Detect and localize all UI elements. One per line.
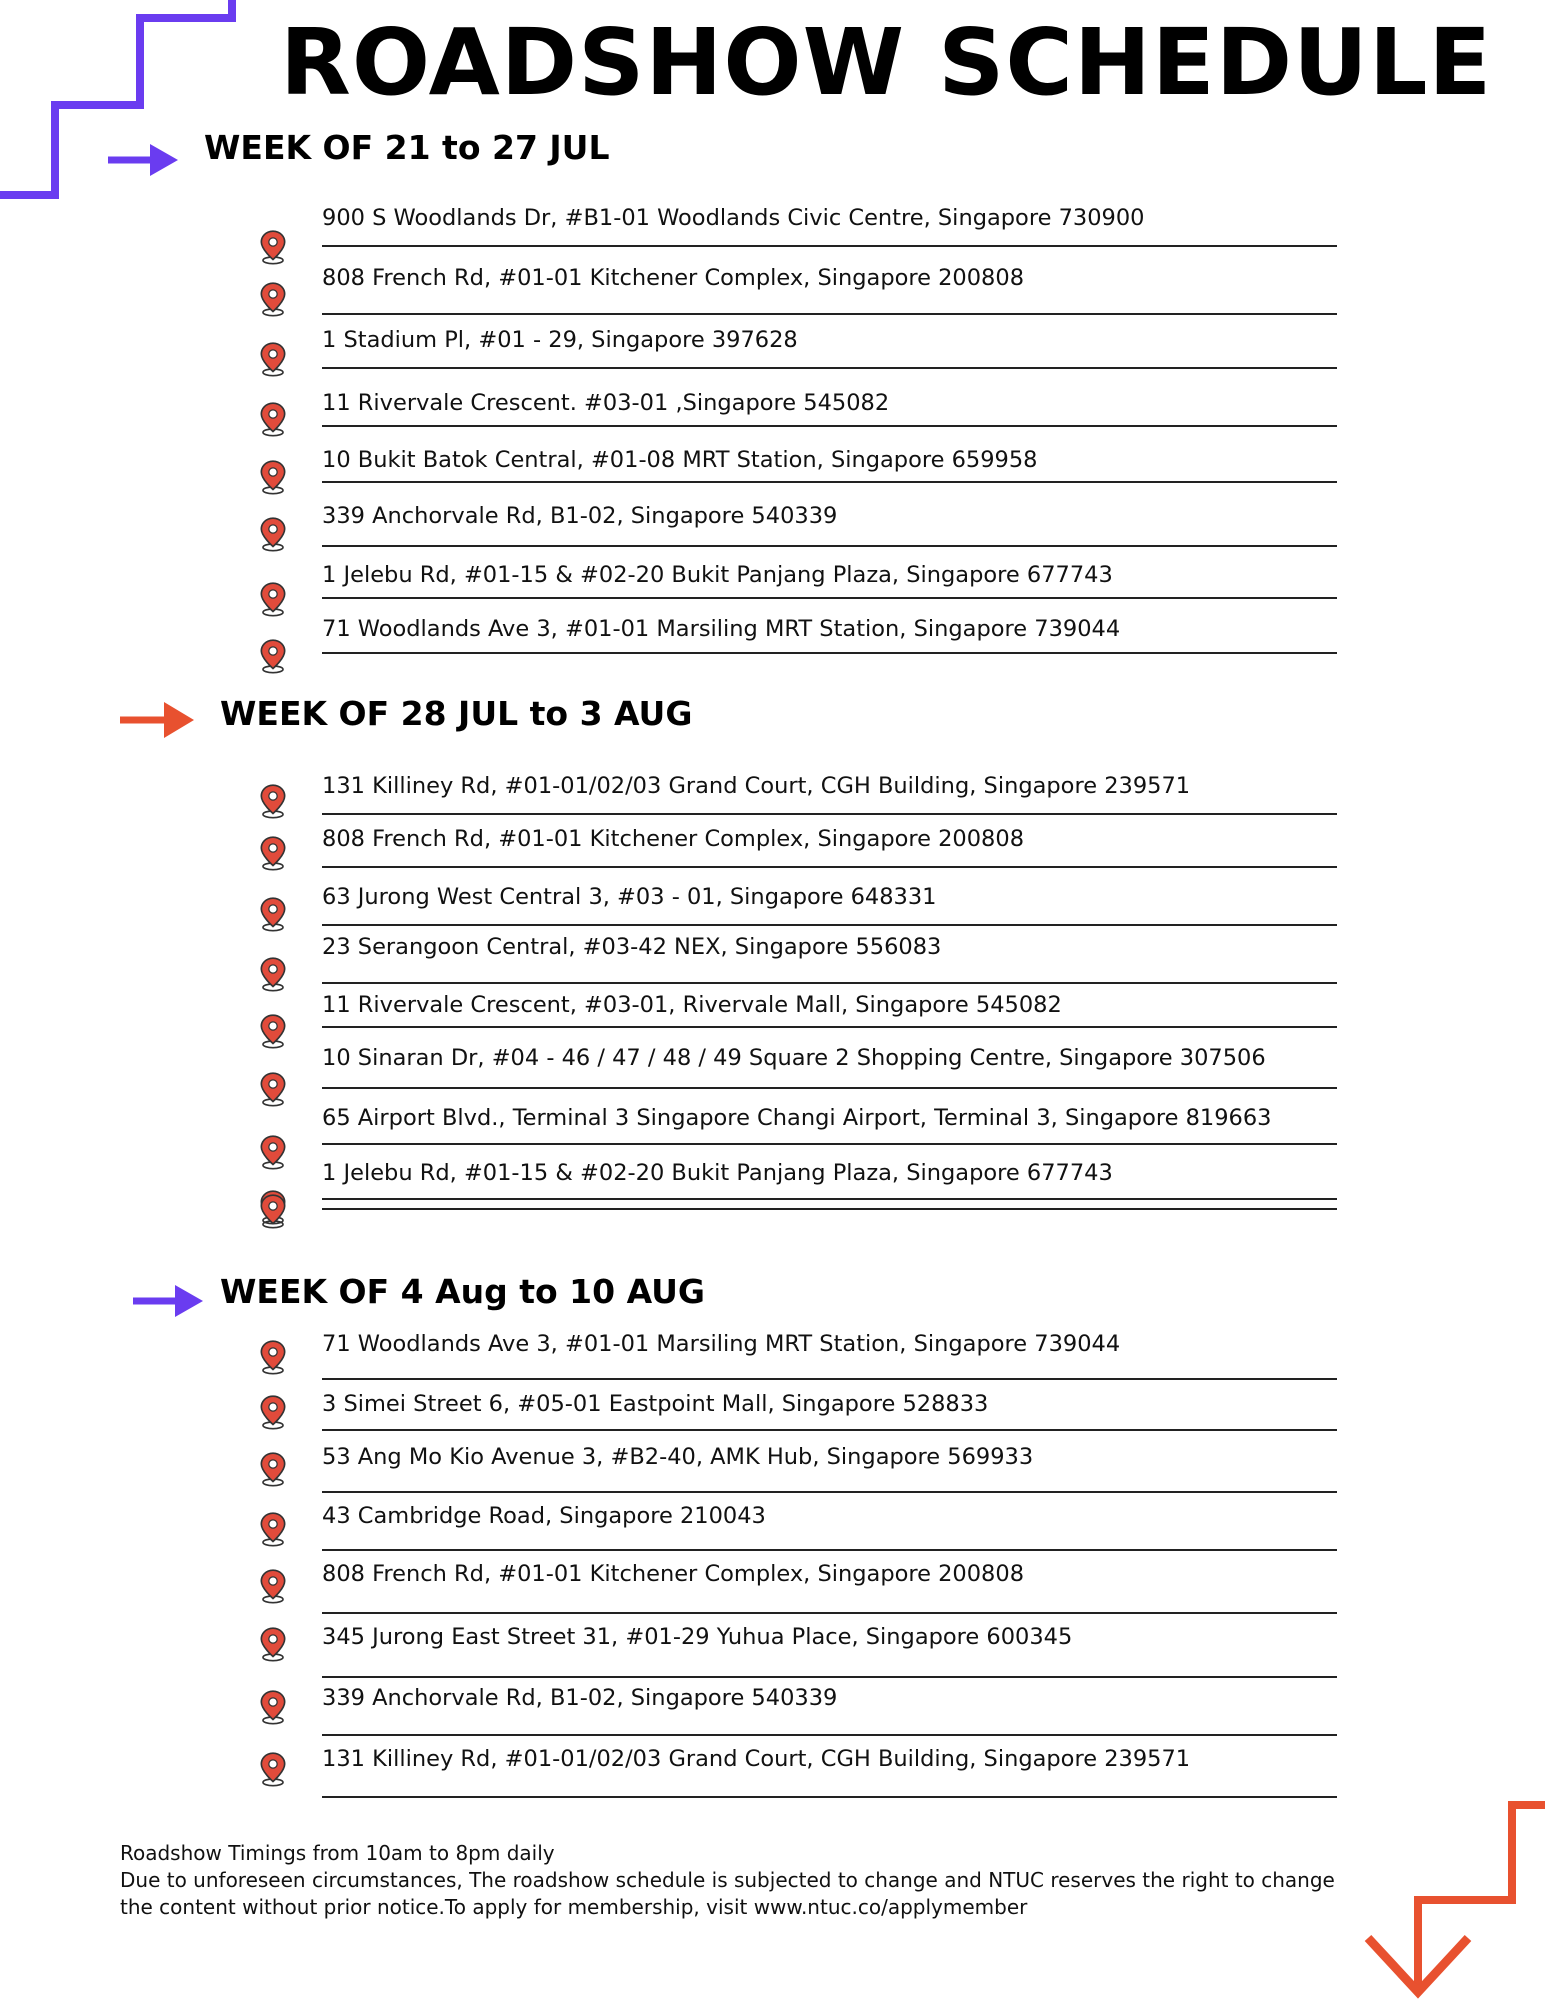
location-pin-icon: [258, 1012, 294, 1054]
address-row: 10 Bukit Batok Central, #01-08 MRT Station, Singapore 659958: [322, 447, 1337, 483]
location-pin-icon: [258, 515, 294, 557]
address-row: 339 Anchorvale Rd, B1-02, Singapore 540339: [322, 1685, 1337, 1736]
footer-disclaimer: Due to unforeseen circumstances, The roadshow schedule is subjected to change and NTUC reserves the right to change the content without prior notice.To apply for membership, visit www.ntuc.co/applymember: [120, 1868, 1335, 1919]
address-row: 71 Woodlands Ave 3, #01-01 Marsiling MRT Station, Singapore 739044: [322, 1331, 1337, 1380]
address-row: 900 S Woodlands Dr, #B1-01 Woodlands Civic Centre, Singapore 730900: [322, 205, 1337, 247]
location-pin-icon: [258, 834, 294, 876]
location-pin-icon: [258, 228, 294, 270]
week-3-arrow-icon: [133, 1281, 205, 1321]
page-title: ROADSHOW SCHEDULE: [280, 9, 1493, 116]
address-row: 23 Serangoon Central, #03-42 NEX, Singapore 556083: [322, 934, 1337, 984]
address-row: 339 Anchorvale Rd, B1-02, Singapore 540339: [322, 503, 1337, 547]
address-row: 1 Jelebu Rd, #01-15 & #02-20 Bukit Panjang Plaza, Singapore 677743: [322, 1160, 1337, 1200]
week-2-arrow-icon: [120, 700, 196, 740]
location-pin-icon: [258, 895, 294, 937]
address-row: 65 Airport Blvd., Terminal 3 Singapore Changi Airport, Terminal 3, Singapore 819663: [322, 1105, 1337, 1145]
address-row: 71 Woodlands Ave 3, #01-01 Marsiling MRT Station, Singapore 739044: [322, 616, 1337, 654]
address-row: 3 Simei Street 6, #05-01 Eastpoint Mall, Singapore 528833: [322, 1391, 1337, 1431]
address-row: [322, 1200, 1337, 1210]
address-row: 131 Killiney Rd, #01-01/02/03 Grand Court, CGH Building, Singapore 239571: [322, 773, 1337, 815]
footer-timings: Roadshow Timings from 10am to 8pm daily: [120, 1841, 555, 1865]
location-pin-icon: [258, 1338, 294, 1380]
address-row: 43 Cambridge Road, Singapore 210043: [322, 1503, 1337, 1551]
week-3-heading: WEEK OF 4 Aug to 10 AUG: [220, 1272, 705, 1311]
address-row: 808 French Rd, #01-01 Kitchener Complex, Singapore 200808: [322, 826, 1337, 868]
bottom-right-stair-decoration: [1418, 1805, 1545, 1990]
location-pin-icon: [258, 1192, 294, 1234]
address-row: 345 Jurong East Street 31, #01-29 Yuhua Place, Singapore 600345: [322, 1624, 1337, 1678]
address-row: 53 Ang Mo Kio Avenue 3, #B2-40, AMK Hub, Singapore 569933: [322, 1444, 1337, 1493]
address-row: 11 Rivervale Crescent. #03-01 ,Singapore 545082: [322, 390, 1337, 427]
address-row: 1 Stadium Pl, #01 - 29, Singapore 397628: [322, 327, 1337, 369]
week-1-heading: WEEK OF 21 to 27 JUL: [204, 128, 610, 167]
location-pin-icon: [258, 340, 294, 382]
address-row: 63 Jurong West Central 3, #03 - 01, Singapore 648331: [322, 884, 1337, 926]
location-pin-icon: [258, 580, 294, 622]
week-2-heading: WEEK OF 28 JUL to 3 AUG: [220, 694, 693, 733]
address-row: 11 Rivervale Crescent, #03-01, Rivervale Mall, Singapore 545082: [322, 992, 1337, 1028]
week-1-arrow-icon: [108, 140, 180, 180]
location-pin-icon: [258, 458, 294, 500]
address-row: 1 Jelebu Rd, #01-15 & #02-20 Bukit Panjang Plaza, Singapore 677743: [322, 562, 1337, 599]
location-pin-icon: [258, 1510, 294, 1552]
address-row: 10 Sinaran Dr, #04 - 46 / 47 / 48 / 49 Square 2 Shopping Centre, Singapore 307506: [322, 1045, 1337, 1089]
footer-notes: [120, 1840, 1360, 1921]
address-row: 131 Killiney Rd, #01-01/02/03 Grand Court, CGH Building, Singapore 239571: [322, 1746, 1337, 1798]
location-pin-icon: [258, 782, 294, 824]
location-pin-icon: [258, 1625, 294, 1667]
location-pin-icon: [258, 1567, 294, 1609]
location-pin-icon: [258, 1393, 294, 1435]
location-pin-icon: [258, 955, 294, 997]
location-pin-icon: [258, 1070, 294, 1112]
address-row: 808 French Rd, #01-01 Kitchener Complex, Singapore 200808: [322, 265, 1337, 315]
location-pin-icon: [258, 400, 294, 442]
location-pin-icon: [258, 280, 294, 322]
location-pin-icon: [258, 637, 294, 679]
location-pin-icon: [258, 1750, 294, 1792]
location-pin-icon: [258, 1450, 294, 1492]
location-pin-icon: [258, 1133, 294, 1175]
address-row: 808 French Rd, #01-01 Kitchener Complex, Singapore 200808: [322, 1561, 1337, 1614]
location-pin-icon: [258, 1688, 294, 1730]
